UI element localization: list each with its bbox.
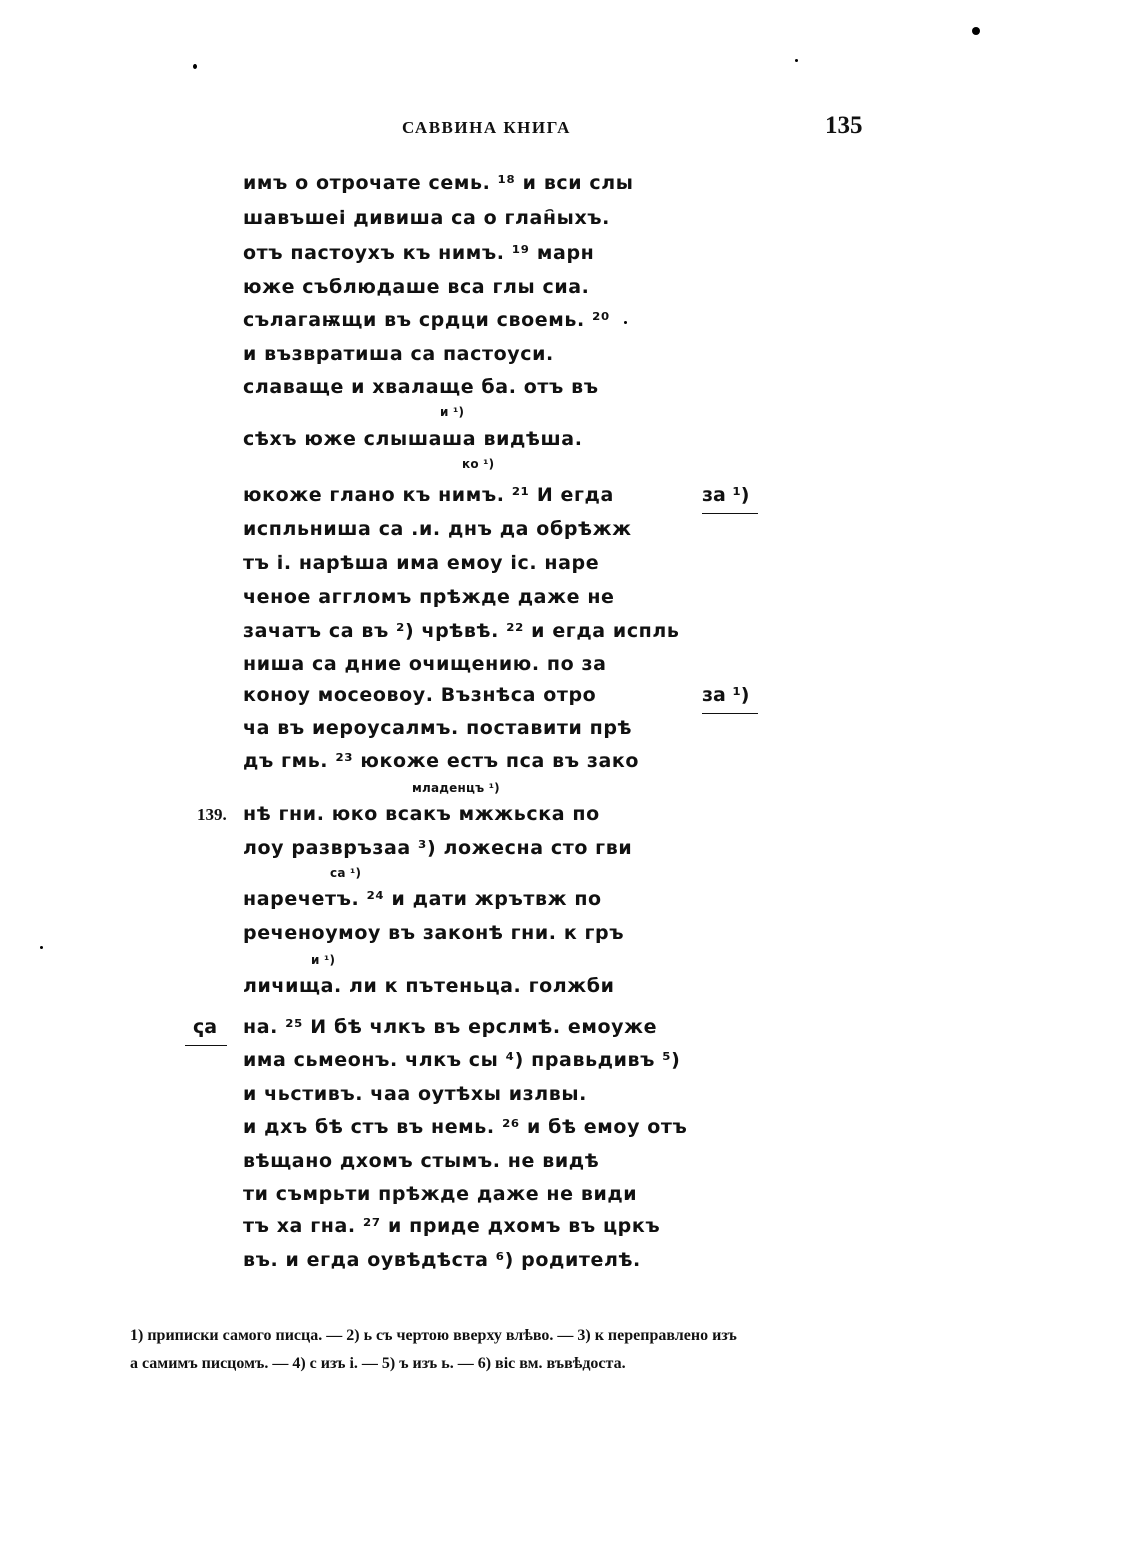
text-line: реченоумоу въ законѣ гни. к гръ xyxy=(243,922,625,944)
text-line: на. ²⁵ И бѣ члкъ въ ерслмѣ. емоуже xyxy=(243,1016,658,1038)
text-line: юкоже глано къ нимъ. ²¹ И егда xyxy=(243,484,614,506)
ink-speck xyxy=(624,321,627,324)
text-line: тъ і. нарѣша има емоу іс. наре xyxy=(243,552,600,574)
margin-rule xyxy=(702,513,758,515)
text-line: и възвратиша са пастоуси. xyxy=(243,343,554,365)
text-line: коноу мосеовоу. Възнѣса отро xyxy=(243,684,597,706)
text-line: отъ пастоухъ къ нимъ. ¹⁹ марн xyxy=(243,242,595,264)
text-line: дъ гмь. ²³ юкоже естъ пса въ зако xyxy=(243,750,640,772)
text-line: ча въ иероусалмъ. поставити прѣ xyxy=(243,717,633,739)
footnote-line: а самимъ писцомъ. — 4) с изъ і. — 5) ъ изъ ь. — 6) віс вм. въвѣдоста. xyxy=(130,1355,626,1372)
text-line: и дхъ бѣ стъ въ немь. ²⁶ и бѣ емоу отъ xyxy=(243,1116,688,1138)
text-line: сълагаѭщи въ срдци своемь. ²⁰ xyxy=(243,309,610,331)
footnotes xyxy=(130,1322,890,1378)
text-line: наречетъ. ²⁴ и дати жрътвж по xyxy=(243,888,602,910)
interlinear-note: и ¹) xyxy=(311,953,336,967)
text-line: има сьмеонъ. члкъ сы ⁴) правьдивъ ⁵) xyxy=(243,1049,681,1071)
ink-speck xyxy=(193,64,197,69)
text-line: нѣ гни. юко всакъ мжжьска по xyxy=(243,803,600,825)
margin-note-text: за ¹) xyxy=(702,684,750,706)
interlinear-note: ко ¹) xyxy=(462,457,495,471)
text-line: въ. и егда оувѣдѣста ⁶) родителѣ. xyxy=(243,1249,641,1271)
text-line: сѣхъ юже слышаша видѣша. xyxy=(243,428,583,450)
text-line: ченое аггломъ прѣжде даже не xyxy=(243,586,615,608)
text-line: и чьстивъ. чаа оутѣхы излвы. xyxy=(243,1083,587,1105)
margin-note xyxy=(702,684,749,706)
text-line: юже съблюдаше вса глы сиа. xyxy=(243,276,590,298)
margin-note-text: ҁа xyxy=(193,1016,218,1038)
text-line: славаще и хвалаще ба. отъ въ xyxy=(243,376,599,398)
text-line: имъ о отрочате семь. ¹⁸ и вси слы xyxy=(243,172,634,194)
ink-speck xyxy=(795,59,798,62)
page-number: 135 xyxy=(825,112,863,139)
text-line: лоу развръзаа ³) ложесна сто гви xyxy=(243,837,633,859)
text-line: тъ ха гна. ²⁷ и приде дхомъ въ цркъ xyxy=(243,1215,661,1237)
interlinear-note: са ¹) xyxy=(330,866,362,880)
text-line: зачатъ са въ ²) чрѣвѣ. ²² и егда испль xyxy=(243,620,680,642)
text-line: вѣщано дхомъ стымъ. не видѣ xyxy=(243,1150,600,1172)
text-line: ниша са дние очищению. по за xyxy=(243,653,607,675)
footnote-line: 1) приписки самого писца. — 2) ь съ чертою вверху влѣво. — 3) к переправлено изъ xyxy=(130,1327,737,1344)
margin-note-text: за ¹) xyxy=(702,484,750,506)
ink-speck xyxy=(40,946,43,949)
margin-note xyxy=(702,484,749,506)
running-head: САВВИНА КНИГА xyxy=(402,118,571,137)
margin-note xyxy=(193,1016,217,1038)
text-line: ти съмрьти прѣжде даже не види xyxy=(243,1183,638,1205)
verse-number: 139. xyxy=(197,805,227,824)
interlinear-note: и ¹) xyxy=(440,405,465,419)
text-line: личища. ли к пътеньца. голжби xyxy=(243,975,615,997)
text-line: испльниша са .и. днъ да обрѣжж xyxy=(243,518,632,540)
ink-speck xyxy=(972,27,980,35)
text-line: шавъшеі дивиша са о глан҄ыхъ. xyxy=(243,207,610,229)
margin-rule xyxy=(702,713,758,715)
interlinear-note: младенцъ ¹) xyxy=(412,781,500,795)
margin-rule xyxy=(185,1045,227,1047)
